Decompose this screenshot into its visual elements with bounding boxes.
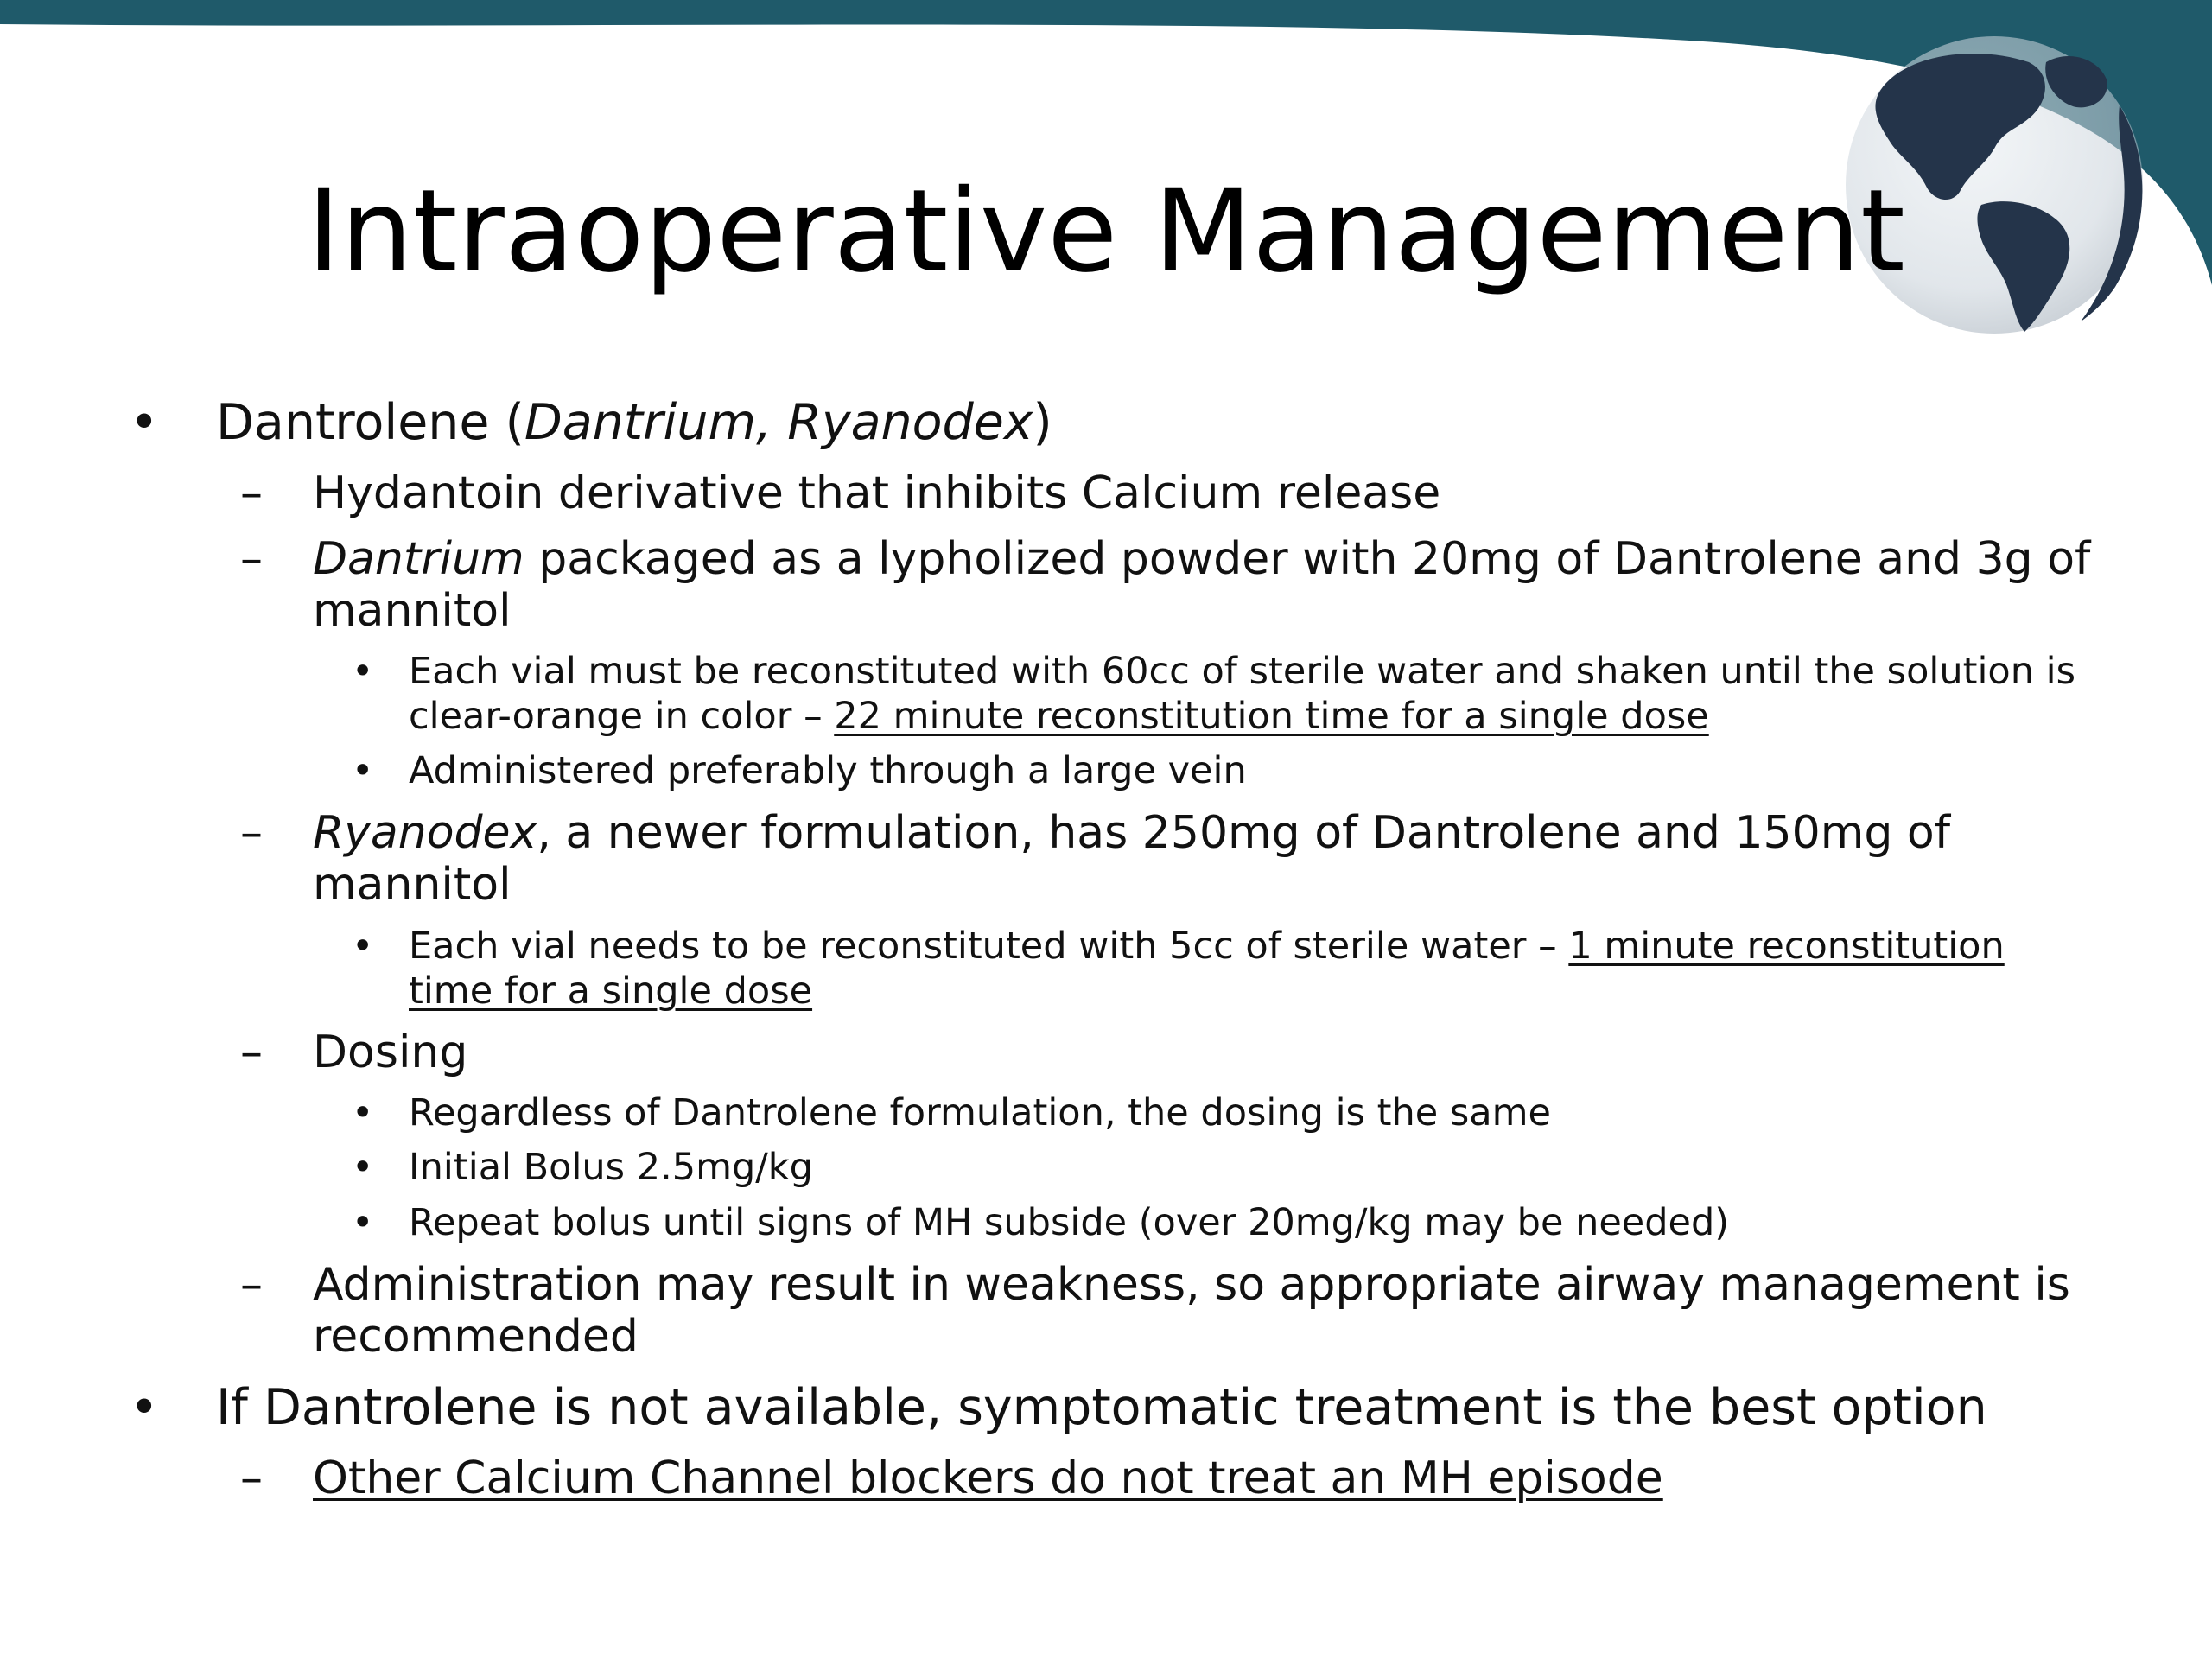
- brand-dantrium: Dantrium: [313, 533, 524, 585]
- bullet-icon: •: [130, 1379, 159, 1436]
- subbullet-text: Administration may result in weakness, so appropriate airway management is: [313, 1259, 2070, 1311]
- dash-icon: –: [240, 1452, 263, 1504]
- dash-icon: –: [240, 467, 263, 519]
- brand-names: Dantrium, Ryanodex: [524, 394, 1033, 451]
- subbullet-text: mannitol: [313, 585, 512, 637]
- bullet-text-tail: ): [1033, 394, 1052, 451]
- detail-dosing-same: [352, 1090, 1551, 1135]
- subbullet-ryanodex-line2: [313, 859, 512, 911]
- subbullet-text: Dosing: [313, 1027, 468, 1078]
- bullet-icon: •: [130, 394, 159, 451]
- detail-repeat-bolus: [352, 1200, 1730, 1245]
- detail-reconstitution-ryanodex-line2: [409, 969, 812, 1014]
- dash-icon: –: [240, 807, 263, 859]
- emphasis-reconstitution-time: 1 minute reconstitution: [1568, 925, 2005, 968]
- subbullet-dantrium: [240, 533, 2091, 585]
- bullet-not-available: [130, 1379, 1987, 1436]
- bullet-icon: •: [352, 1146, 374, 1189]
- detail-reconstitution-dantrium-line2: [409, 694, 1709, 739]
- dash-icon: –: [240, 1259, 263, 1311]
- emphasis-reconstitution-time: time for a single dose: [409, 969, 813, 1013]
- subbullet-calcium-blockers: [240, 1452, 1663, 1504]
- subbullet-text: mannitol: [313, 859, 512, 911]
- subbullet-dosing: [240, 1027, 468, 1078]
- subbullet-ryanodex: [240, 807, 1951, 859]
- subbullet-hydantoin: [240, 467, 1441, 519]
- detail-text: Regardless of Dantrolene formulation, the dosing is the same: [409, 1091, 1551, 1135]
- bullet-text: Dantrolene (: [216, 394, 524, 451]
- dash-icon: –: [240, 533, 263, 585]
- bullet-dantrolene: [130, 394, 1052, 451]
- detail-text: Administered preferably through a large vein: [409, 749, 1247, 792]
- detail-administration: [352, 748, 1247, 793]
- emphasis-reconstitution-time: 22 minute reconstitution time for a single dose: [834, 695, 1709, 738]
- detail-initial-bolus: [352, 1145, 813, 1190]
- dash-icon: –: [240, 1027, 263, 1078]
- detail-text: Each vial needs to be reconstituted with 5cc of sterile water –: [409, 925, 1569, 968]
- detail-text: Initial Bolus 2.5mg/kg: [409, 1146, 813, 1189]
- detail-text: Repeat bolus until signs of MH subside (over 20mg/kg may be needed): [409, 1201, 1730, 1244]
- subbullet-text: recommended: [313, 1311, 639, 1363]
- bullet-icon: •: [352, 1201, 374, 1244]
- bullet-icon: •: [352, 1091, 374, 1135]
- bullet-icon: •: [352, 925, 374, 968]
- subbullet-text: , a newer formulation, has 250mg of Dantrolene and 150mg of: [537, 807, 1951, 859]
- detail-text: Each vial must be reconstituted with 60cc of sterile water and shaken until the solution is: [409, 650, 2075, 693]
- subbullet-text: Hydantoin derivative that inhibits Calcium release: [313, 467, 1441, 519]
- brand-ryanodex: Ryanodex: [313, 807, 537, 859]
- detail-reconstitution-ryanodex: [352, 924, 2005, 969]
- bullet-icon: •: [352, 650, 374, 693]
- bullet-icon: •: [352, 749, 374, 792]
- subbullet-weakness-line2: [313, 1311, 639, 1363]
- subbullet-weakness: [240, 1259, 2070, 1311]
- bullet-text: If Dantrolene is not available, symptomatic treatment is the best option: [216, 1379, 1987, 1436]
- subbullet-text: packaged as a lypholized powder with 20mg of Dantrolene and 3g of: [524, 533, 2091, 585]
- detail-text: clear-orange in color –: [409, 695, 835, 738]
- subbullet-dantrium-line2: [313, 585, 512, 637]
- detail-reconstitution-dantrium: [352, 649, 2075, 694]
- emphasis-calcium-blockers: Other Calcium Channel blockers do not treat an MH episode: [313, 1452, 1663, 1504]
- slide-title: Intraoperative Management: [307, 165, 1905, 298]
